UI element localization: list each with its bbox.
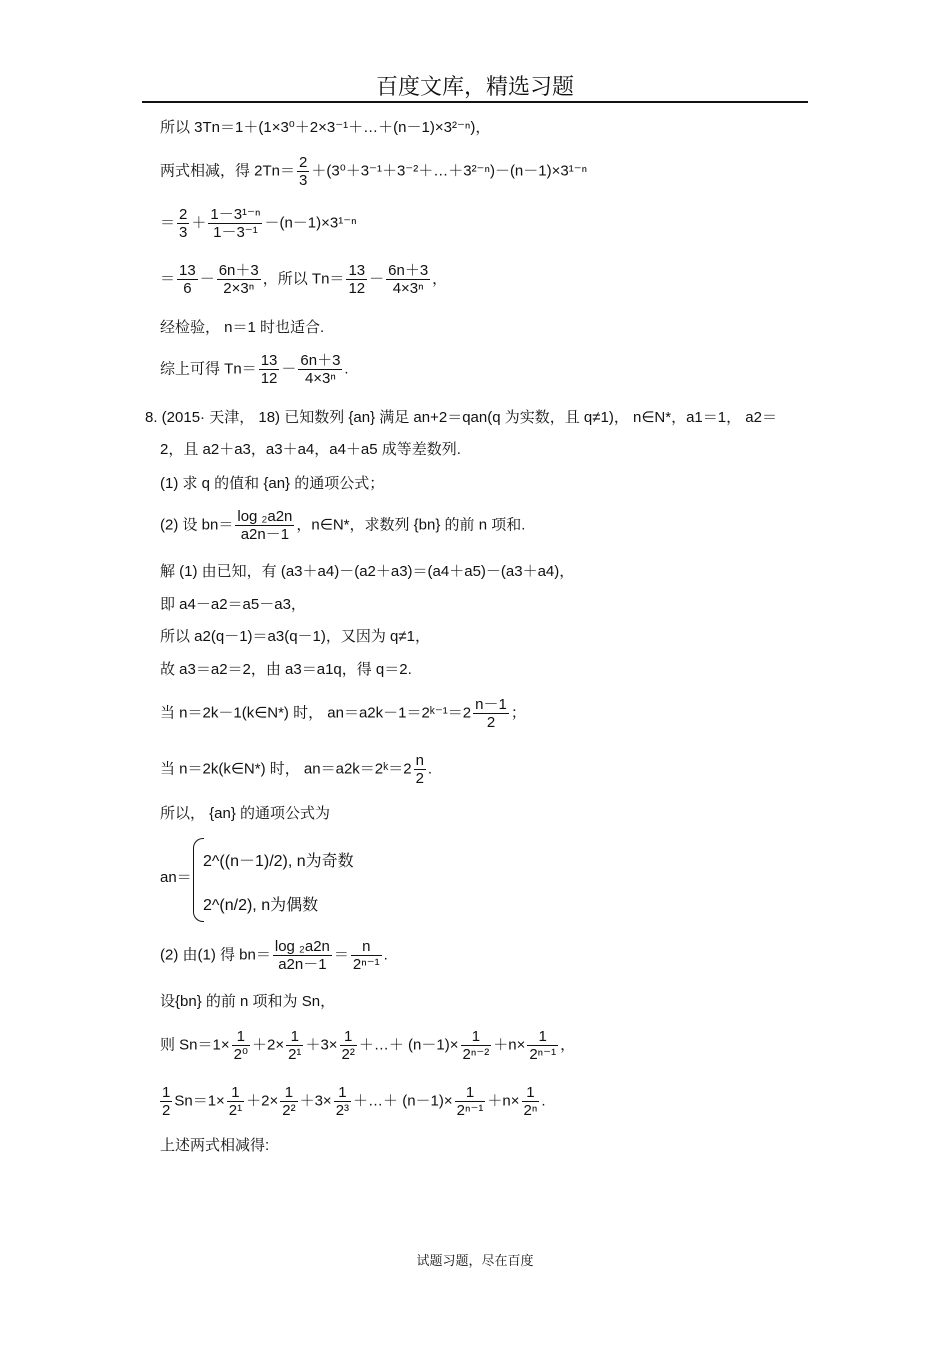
denominator: 2⁰	[233, 1046, 248, 1063]
text: .	[344, 360, 349, 378]
fraction	[527, 1028, 558, 1063]
fraction	[177, 262, 198, 297]
text: ＋…＋ (n－1)×	[353, 1092, 453, 1110]
denominator: 1－3⁻¹	[213, 224, 258, 241]
numerator: n－1	[475, 696, 507, 713]
fraction	[227, 1084, 244, 1119]
equation-line	[160, 206, 357, 241]
fraction	[461, 1028, 492, 1063]
text: ＝	[333, 946, 349, 964]
text: ，所以 Tn＝	[262, 270, 345, 288]
denominator: 2	[486, 714, 496, 731]
text: ＋…＋ (n－1)×	[358, 1036, 459, 1054]
denominator: a2n－1	[278, 956, 327, 973]
piecewise-case-odd: 2^((n－1)/2), n为奇数	[203, 853, 354, 870]
fraction	[334, 1084, 351, 1119]
text: －	[199, 270, 215, 288]
equation-line	[160, 352, 349, 387]
text: ＋3×	[299, 1092, 332, 1110]
numerator: 1	[522, 1084, 540, 1102]
problem-statement: 2，且 a2＋a3，a3＋a4，a4＋a5 成等差数列.	[160, 441, 461, 458]
piecewise-label: an＝	[160, 869, 192, 886]
equation-line	[160, 938, 388, 973]
text: (2) 设 bn＝	[160, 516, 234, 534]
solution-line: 上述两式相减得:	[160, 1137, 270, 1154]
text: ＋2×	[251, 1036, 285, 1054]
numerator: 6n＋3	[300, 352, 341, 369]
numerator: 2	[179, 206, 188, 223]
piecewise-case-even: 2^(n/2), n为偶数	[203, 897, 319, 914]
numerator: n	[415, 752, 424, 769]
fraction	[208, 206, 262, 241]
fraction	[340, 1028, 357, 1063]
fraction	[298, 352, 342, 387]
solution-line: 故 a3＝a2＝2，由 a3＝a1q，得 q＝2.	[160, 661, 412, 678]
equation-line	[160, 752, 432, 787]
text: －	[369, 270, 385, 288]
denominator: a2n－1	[240, 526, 290, 543]
numerator: 1	[461, 1028, 492, 1046]
numerator: 1－3¹⁻ⁿ	[210, 206, 261, 223]
text: ，	[432, 270, 448, 288]
fraction	[297, 154, 309, 189]
numerator: log ₂a2n	[274, 938, 330, 955]
denominator: 2	[415, 770, 424, 787]
solution-line: 所以 a2(q－1)＝a3(q－1)，又因为 q≠1，	[160, 628, 430, 645]
text: ＋	[191, 214, 207, 232]
denominator: 3	[179, 224, 188, 241]
fraction	[232, 1028, 250, 1063]
denominator: 12	[348, 280, 366, 297]
numerator: 6n＋3	[388, 262, 429, 279]
text: .	[427, 760, 433, 778]
denominator: 2³	[335, 1102, 350, 1119]
text: 两式相减，得 2Tn＝	[160, 162, 296, 180]
numerator: 1	[334, 1084, 351, 1102]
solution-line: 即 a4－a2＝a5－a3，	[160, 596, 306, 613]
text: ，n∈N*，求数列 {bn} 的前 n 项和.	[296, 516, 526, 534]
fraction	[414, 752, 426, 787]
problem-statement: 8. (2015· 天津， 18) 已知数列 {an} 满足 an+2＝qan(q 为实数，且 q≠1)， n∈N*，a1＝1， a2＝	[145, 409, 777, 426]
denominator: 2²	[282, 1102, 296, 1119]
question-1: (1) 求 q 的值和 {an} 的通项公式；	[160, 475, 385, 492]
solution-line: 解 (1) 由已知，有 (a3＋a4)－(a2＋a3)＝(a4＋a5)－(a3＋a4)，	[160, 563, 575, 580]
fraction	[351, 938, 382, 973]
numerator: 1	[286, 1028, 303, 1046]
text: ；	[510, 704, 526, 722]
text: 当 n＝2k(k∈N*) 时， an＝a2k＝2ᵏ＝2	[160, 760, 412, 778]
text: ＋(3⁰＋3⁻¹＋3⁻²＋…＋3²⁻ⁿ)－(n－1)×3¹⁻ⁿ	[311, 162, 588, 180]
numerator: 13	[260, 352, 278, 369]
denominator: 2×3ⁿ	[223, 280, 255, 297]
page-header-title: 百度文库，精选习题	[375, 75, 574, 100]
fraction	[522, 1084, 540, 1119]
denominator: 2ⁿ⁻²	[462, 1046, 490, 1063]
text-line: 所以 3Tn＝1＋(1×3⁰＋2×3⁻¹＋…＋(n－1)×3²⁻ⁿ)，	[160, 119, 491, 136]
solution-line: 所以， {an} 的通项公式为	[160, 805, 331, 822]
numerator: 1	[527, 1028, 558, 1046]
text: ，	[560, 1036, 576, 1054]
text: ＝	[160, 270, 176, 288]
numerator: 1	[455, 1084, 486, 1102]
fraction	[177, 206, 189, 241]
denominator: 4×3ⁿ	[392, 280, 424, 297]
fraction	[273, 938, 332, 973]
text: 则 Sn＝1×	[160, 1036, 230, 1054]
denominator: 2ⁿ	[523, 1102, 538, 1119]
fraction	[286, 1028, 303, 1063]
denominator: 2	[162, 1102, 171, 1119]
numerator: 6n＋3	[218, 262, 259, 279]
text: .	[541, 1092, 546, 1110]
fraction	[455, 1084, 486, 1119]
solution-line: 设{bn} 的前 n 项和为 Sn，	[160, 993, 336, 1010]
text-line: 经检验， n＝1 时也适合.	[160, 319, 325, 336]
denominator: 2ⁿ⁻¹	[529, 1046, 557, 1063]
question-2	[160, 508, 525, 543]
text: ＋n×	[487, 1092, 520, 1110]
header-divider	[142, 101, 808, 103]
fraction	[280, 1084, 297, 1119]
fraction	[259, 352, 280, 387]
text: (2) 由(1) 得 bn＝	[160, 946, 271, 964]
denominator: 2²	[341, 1046, 355, 1063]
numerator: 2	[299, 154, 308, 171]
text: 当 n＝2k－1(k∈N*) 时， an＝a2k－1＝2ᵏ⁻¹＝2	[160, 704, 472, 722]
numerator: 1	[232, 1028, 250, 1046]
text: 综上可得 Tn＝	[160, 360, 257, 378]
fraction	[217, 262, 261, 297]
numerator: 1	[227, 1084, 244, 1102]
page-footer: 试题习题，尽在百度	[416, 1253, 534, 1268]
numerator: 1	[280, 1084, 297, 1102]
numerator: 13	[179, 262, 196, 279]
fraction	[473, 696, 509, 731]
numerator: n	[351, 938, 382, 956]
text: －(n－1)×3¹⁻ⁿ	[264, 214, 357, 232]
numerator: 1	[162, 1084, 171, 1101]
denominator: 4×3ⁿ	[304, 370, 336, 387]
equation-line	[160, 1028, 575, 1063]
denominator: 2ⁿ⁻¹	[456, 1102, 484, 1119]
numerator: 13	[348, 262, 366, 279]
equation-line	[160, 154, 587, 189]
denominator: 2¹	[288, 1046, 302, 1063]
text: ＋3×	[305, 1036, 338, 1054]
equation-line	[158, 1084, 546, 1119]
text: .	[383, 946, 388, 964]
fraction	[160, 1084, 172, 1119]
denominator: 2ⁿ⁻¹	[352, 956, 380, 973]
text: ＋2×	[246, 1092, 279, 1110]
denominator: 12	[260, 370, 278, 387]
denominator: 2¹	[228, 1102, 243, 1119]
text: Sn＝1×	[174, 1092, 225, 1110]
denominator: 3	[299, 172, 308, 189]
text: －	[281, 360, 297, 378]
numerator: log ₂a2n	[237, 508, 293, 525]
equation-line	[160, 696, 526, 731]
fraction	[235, 508, 294, 543]
fraction	[346, 262, 367, 297]
text: ＋n×	[493, 1036, 526, 1054]
numerator: 1	[340, 1028, 357, 1046]
text: ＝	[160, 214, 176, 232]
denominator: 6	[183, 280, 192, 297]
fraction	[386, 262, 430, 297]
equation-line	[160, 262, 447, 297]
